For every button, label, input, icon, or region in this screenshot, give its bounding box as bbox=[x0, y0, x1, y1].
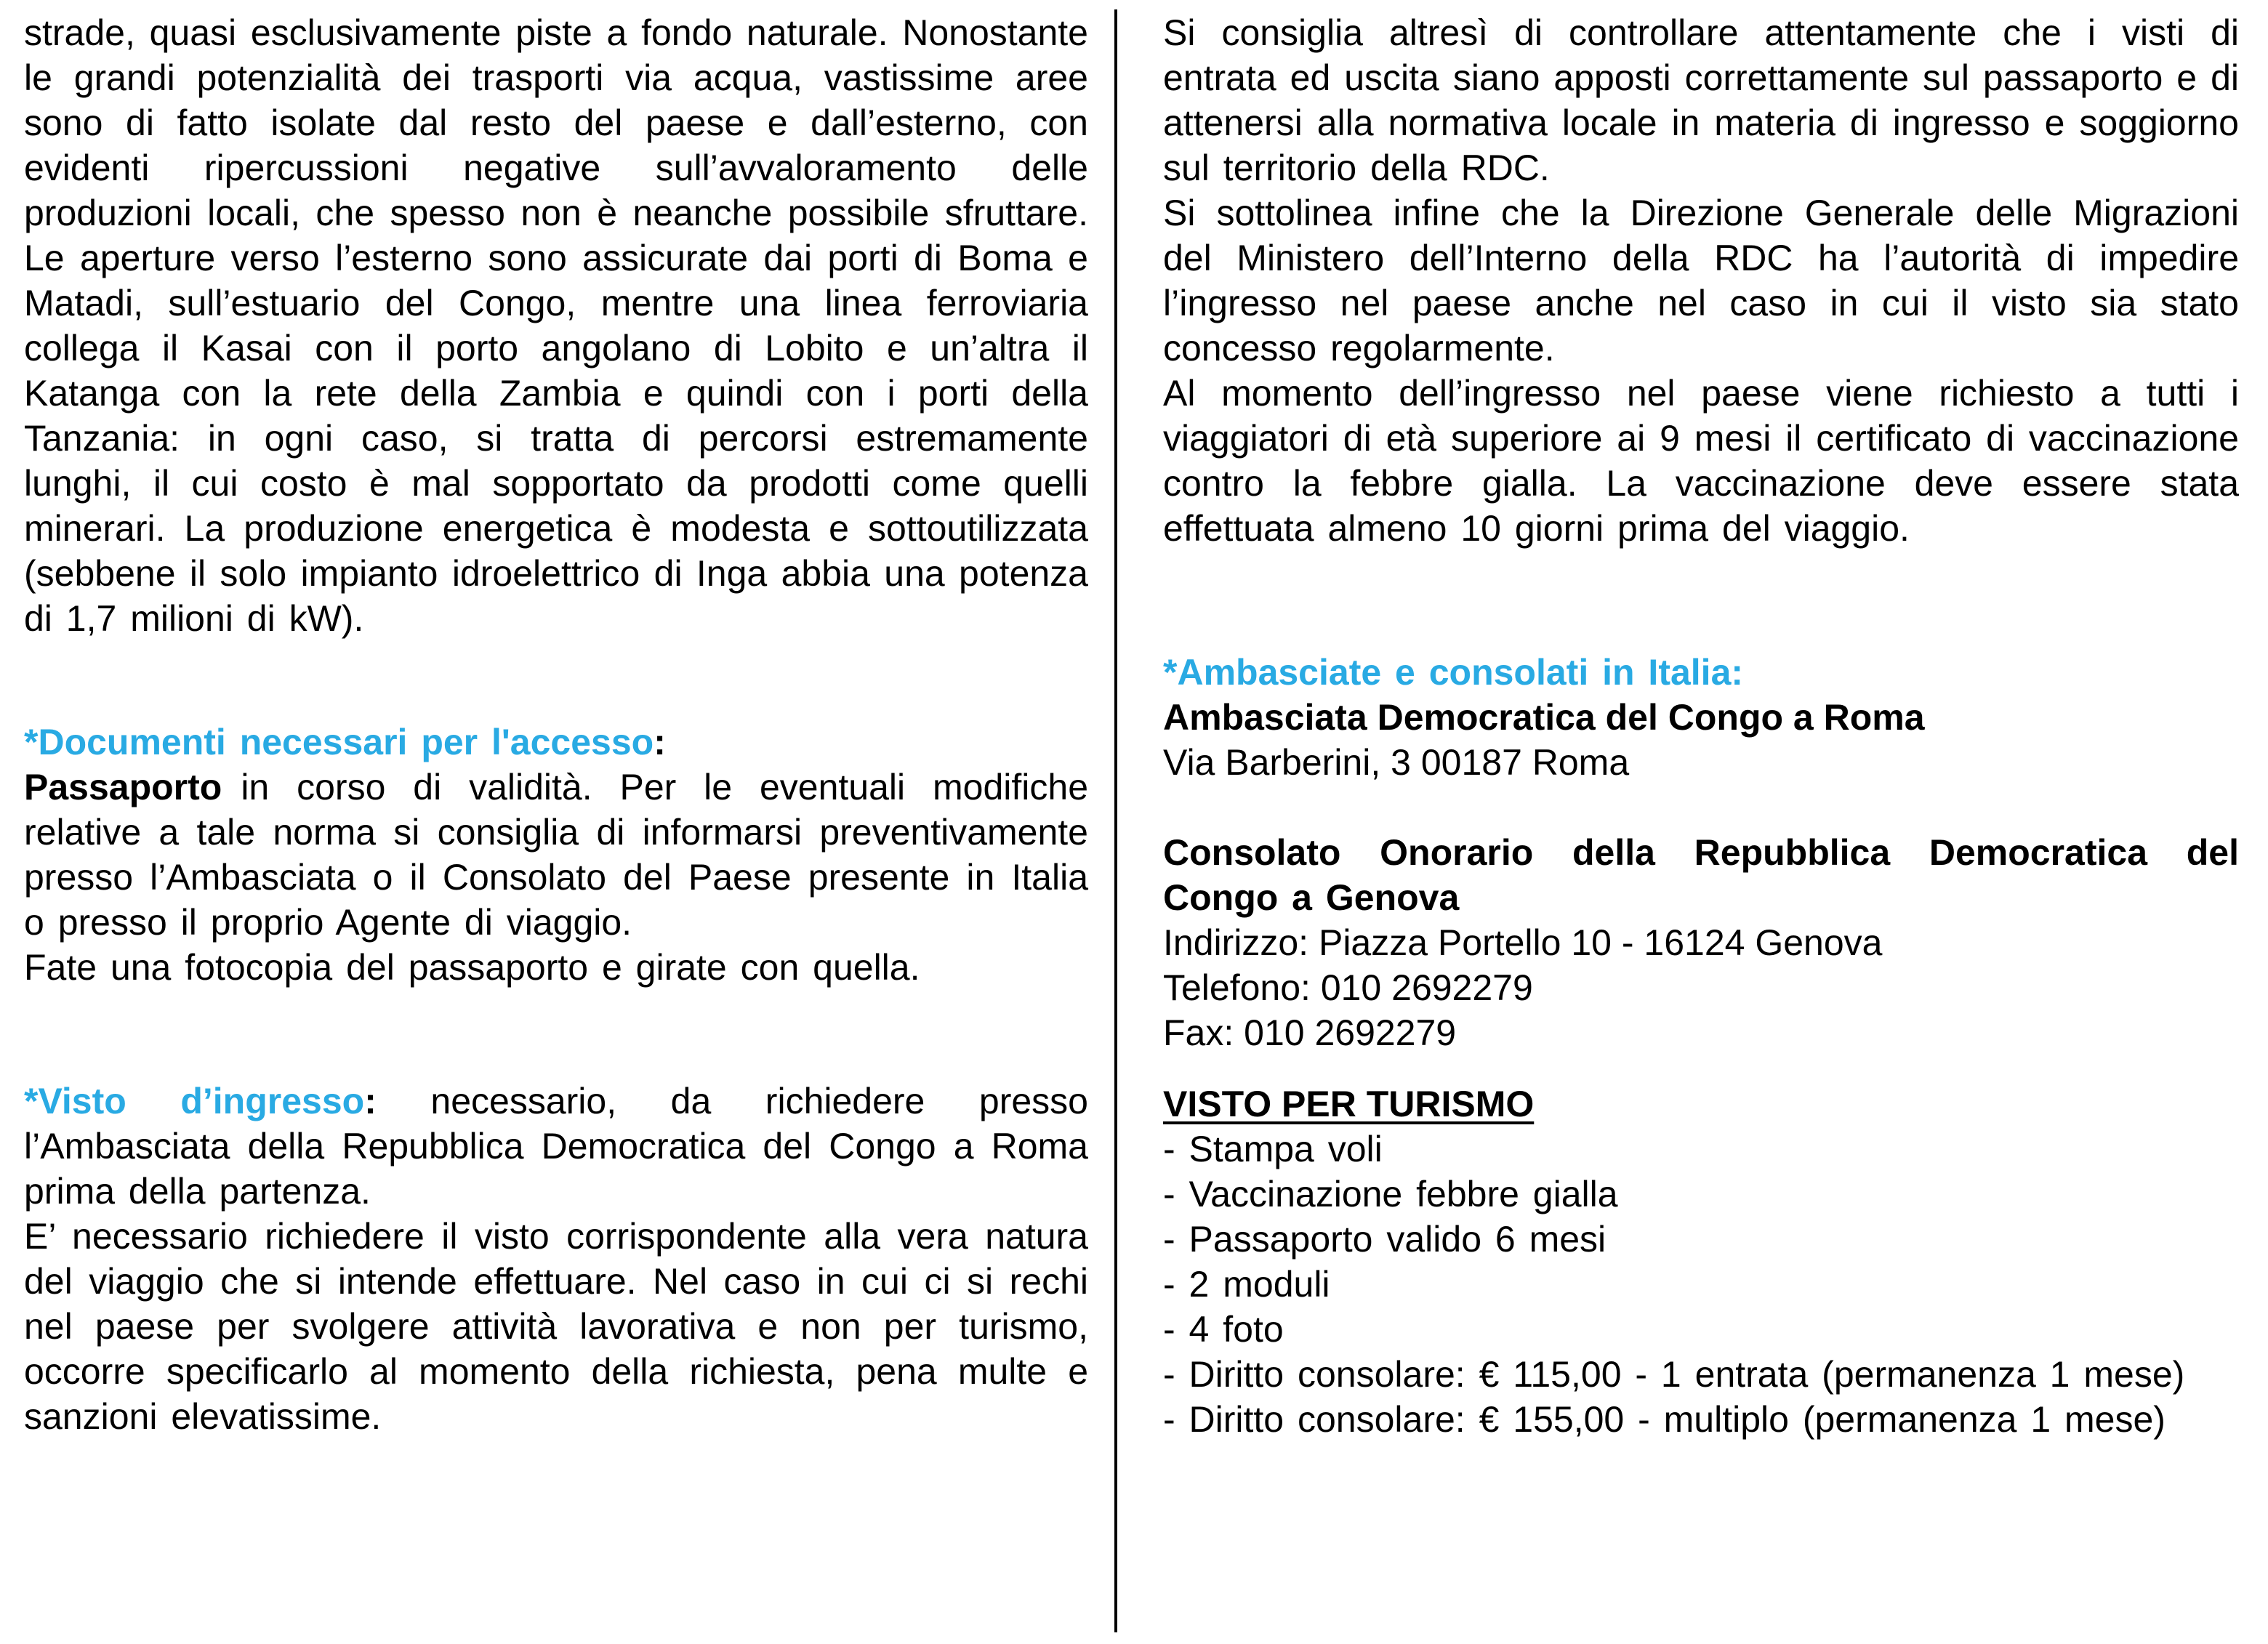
visa-tourism-item: - Passaporto valido 6 mesi bbox=[1163, 1219, 1606, 1260]
column-divider bbox=[1114, 9, 1117, 1632]
visa-tourism-item: - Diritto consolare: € 115,00 - 1 entrata (permanenza 1 mese) bbox=[1163, 1354, 2185, 1395]
paragraph-vaccination: Al momento dell’ingresso nel paese viene richiesto a tutti i viaggiatori di età superiore ai 9 mesi il certificato di vaccinazione contro la febbre gialla. La vaccinazione deve essere stata effettuata almeno 10 giorni prima del viaggio. bbox=[1163, 373, 2239, 549]
heading-embassies-consulates bbox=[1163, 650, 2239, 695]
visa-tourism-item: - 2 moduli bbox=[1163, 1264, 1330, 1305]
consulate-genoa-address: Indirizzo: Piazza Portello 10 - 16124 Genova bbox=[1163, 922, 1883, 963]
visa-tourism-title-text: VISTO PER TURISMO bbox=[1163, 1084, 1535, 1124]
visa-tourism-item: - Diritto consolare: € 155,00 - multiplo (permanenza 1 mese) bbox=[1163, 1399, 2166, 1440]
consulate-genoa-fax: Fax: 010 2692279 bbox=[1163, 1012, 1457, 1053]
visa-tourism-item: - Stampa voli bbox=[1163, 1129, 1383, 1169]
left-column bbox=[24, 10, 1088, 1439]
consulate-genoa-name: Consolato Onorario della Repubblica Democratica del Congo a Genova bbox=[1163, 832, 2239, 918]
paragraph-visa-details: E’ necessario richiedere il visto corrispondente alla vera natura del viaggio che si intende effettuare. Nel caso in cui ci si rechi nel paese per svolgere attività lavorativa e non per turismo, occorre specificarlo al momento della richiesta, pena multe e sanzioni elevatissime. bbox=[24, 1216, 1088, 1437]
visa-tourism-item: - 4 foto bbox=[1163, 1309, 1284, 1350]
paragraph-passport bbox=[24, 765, 1088, 945]
visa-tourism-title bbox=[1163, 1081, 2239, 1127]
passport-text: in corso di validità. Per le eventuali modifiche relative a tale norma si consiglia di informarsi preventivamente presso l’Ambasciata o il Consolato del Paese presente in Italia o presso il proprio Agente di viaggio. bbox=[24, 767, 1088, 943]
embassy-rome-address: Via Barberini, 3 00187 Roma bbox=[1163, 742, 1630, 783]
consulate-genoa-phone: Telefono: 010 2692279 bbox=[1163, 967, 1533, 1008]
passport-label: Passaporto bbox=[24, 767, 222, 807]
heading-visa-entry-colon: : bbox=[364, 1081, 377, 1121]
paragraph-migration-authority: Si sottolinea infine che la Direzione Generale delle Migrazioni del Ministero dell’Interno della RDC ha l’autorità di impedire l’ingresso nel paese anche nel caso in cui il visto sia stato concesso regolarmente. bbox=[1163, 193, 2239, 368]
paragraph-visa-entry bbox=[24, 1079, 1088, 1214]
visa-tourism-item: - Vaccinazione febbre gialla bbox=[1163, 1174, 1618, 1214]
embassy-rome-name: Ambasciata Democratica del Congo a Roma bbox=[1163, 697, 1925, 738]
heading-embassies-consulates-text: *Ambasciate e consolati in Italia: bbox=[1163, 652, 1744, 693]
visa-entry-text: necessario, da richiedere presso l’Ambasciata della Repubblica Democratica del Congo a Roma prima della partenza. bbox=[24, 1081, 1088, 1212]
heading-documents-access bbox=[24, 720, 1088, 765]
right-column bbox=[1163, 10, 2239, 1442]
paragraph-visa-check: Si consiglia altresì di controllare attentamente che i visti di entrata ed uscita siano apposti correttamente sul passaporto e di attenersi alla normativa locale in materia di ingresso e soggiorno sul territorio della RDC. bbox=[1163, 12, 2239, 188]
heading-visa-entry-text: *Visto d’ingresso bbox=[24, 1081, 365, 1121]
photocopy-note: Fate una fotocopia del passaporto e girate con quella. bbox=[24, 947, 920, 988]
paragraph-transport: strade, quasi esclusivamente piste a fondo naturale. Nonostante le grandi potenzialità dei trasporti via acqua, vastissime aree sono di fatto isolate dal resto del paese e dall’esterno, con evidenti ripercussioni negative sull’avvaloramento delle produzioni locali, che spesso non è neanche possibile sfruttare. Le aperture verso l’esterno sono assicurate dai porti di Boma e Matadi, sull’estuario del Congo, mentre una linea ferroviaria collega il Kasai con il porto angolano di Lobito e un’altra il Katanga con la rete della Zambia e quindi con i porti della Tanzania: in ogni caso, si tratta di percorsi estremamente lunghi, il cui costo è mal sopportato da prodotti come quelli minerari. La produzione energetica è modesta e sottoutilizzata (sebbene il solo impianto idroelettrico di Inga abbia una potenza di 1,7 milioni di kW). bbox=[24, 12, 1088, 639]
heading-documents-access-colon: : bbox=[654, 722, 666, 762]
heading-documents-access-text: *Documenti necessari per l'accesso bbox=[24, 722, 654, 762]
